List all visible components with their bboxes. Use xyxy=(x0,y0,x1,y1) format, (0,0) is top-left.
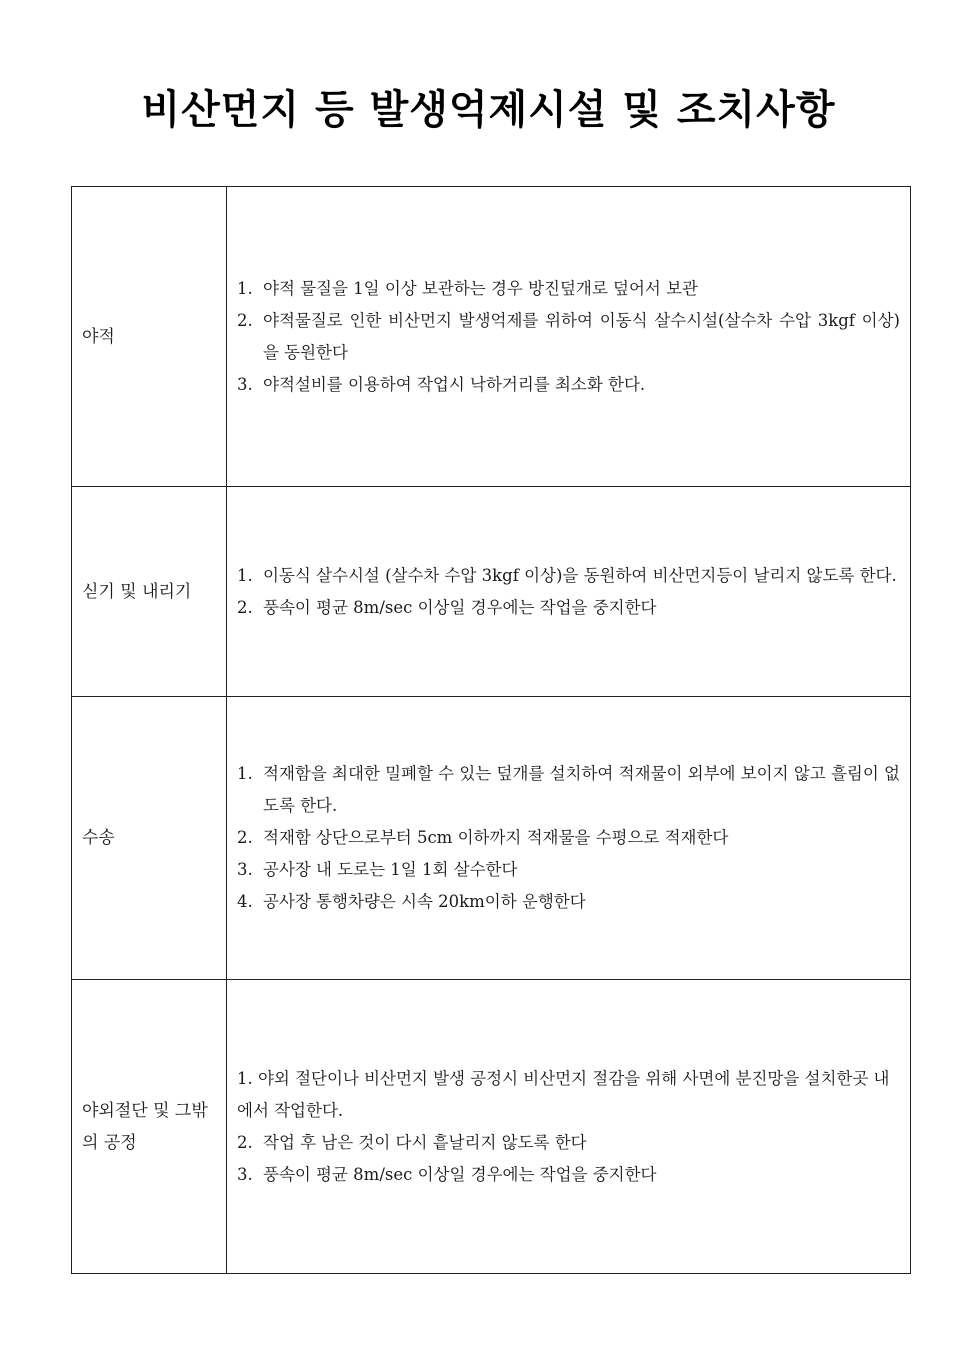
item-text: 이동식 살수시설 (살수차 수압 3kgf 이상)을 동원하여 비산먼지등이 날리지 않도록 한다. xyxy=(263,565,897,585)
list-item xyxy=(237,1159,900,1191)
measures-table xyxy=(71,186,911,1274)
list-item xyxy=(237,854,900,886)
list-item xyxy=(237,1063,900,1127)
item-number: 2. xyxy=(237,310,253,330)
table-row xyxy=(72,980,911,1274)
list-item xyxy=(237,560,900,592)
category-cell: 싣기 및 내리기 xyxy=(72,487,227,697)
measures-cell xyxy=(227,697,911,980)
table-row xyxy=(72,487,911,697)
item-number: 2. xyxy=(237,828,253,847)
list-item xyxy=(237,369,900,401)
item-text: 풍속이 평균 8m/sec 이상일 경우에는 작업을 중지한다 xyxy=(263,1164,657,1184)
item-text: 공사장 통행차량은 시속 20km이하 운행한다 xyxy=(263,892,586,911)
item-number: 1. xyxy=(237,278,253,298)
item-text: 적재함을 최대한 밀폐할 수 있는 덮개를 설치하여 적재물이 외부에 보이지 않고 흘림이 없도록 한다. xyxy=(263,764,900,815)
table-row xyxy=(72,187,911,487)
item-number: 3. xyxy=(237,374,253,394)
measures-cell xyxy=(227,980,911,1274)
list-item xyxy=(237,1127,900,1159)
item-number: 1. xyxy=(237,565,253,585)
table-row xyxy=(72,697,911,980)
item-text: 1. 야외 절단이나 비산먼지 발생 공정시 비산먼지 절감을 위해 사면에 분진망을 설치한곳 내에서 작업한다. xyxy=(237,1068,890,1120)
list-item xyxy=(237,886,900,918)
item-text: 적재함 상단으로부터 5cm 이하까지 적재물을 수평으로 적재한다 xyxy=(263,828,729,847)
list-item xyxy=(237,592,900,624)
item-text: 공사장 내 도로는 1일 1회 살수한다 xyxy=(263,860,518,879)
item-number: 3. xyxy=(237,1164,253,1184)
list-item xyxy=(237,305,900,369)
item-text: 작업 후 남은 것이 다시 흩날리지 않도록 한다 xyxy=(263,1132,587,1152)
list-item xyxy=(237,758,900,822)
list-item xyxy=(237,273,900,305)
category-cell: 수송 xyxy=(72,697,227,980)
item-number: 2. xyxy=(237,597,253,617)
item-number: 1. xyxy=(237,764,253,783)
item-number: 4. xyxy=(237,892,253,911)
item-number: 3. xyxy=(237,860,253,879)
measures-cell xyxy=(227,187,911,487)
item-text: 풍속이 평균 8m/sec 이상일 경우에는 작업을 중지한다 xyxy=(263,597,657,617)
item-text: 야적설비를 이용하여 작업시 낙하거리를 최소화 한다. xyxy=(263,374,646,394)
item-text: 야적 물질을 1일 이상 보관하는 경우 방진덮개로 덮어서 보관 xyxy=(263,278,698,298)
item-text: 야적물질로 인한 비산먼지 발생억제를 위하여 이동식 살수시설(살수차 수압 3kgf 이상)을 동원한다 xyxy=(263,310,900,362)
list-item xyxy=(237,822,900,854)
document-title: 비산먼지 등 발생억제시설 및 조치사항 xyxy=(141,87,836,133)
item-number: 2. xyxy=(237,1132,253,1152)
measures-cell xyxy=(227,487,911,697)
category-cell: 야적 xyxy=(72,187,227,487)
category-cell: 야외절단 및 그밖의 공정 xyxy=(72,980,227,1274)
